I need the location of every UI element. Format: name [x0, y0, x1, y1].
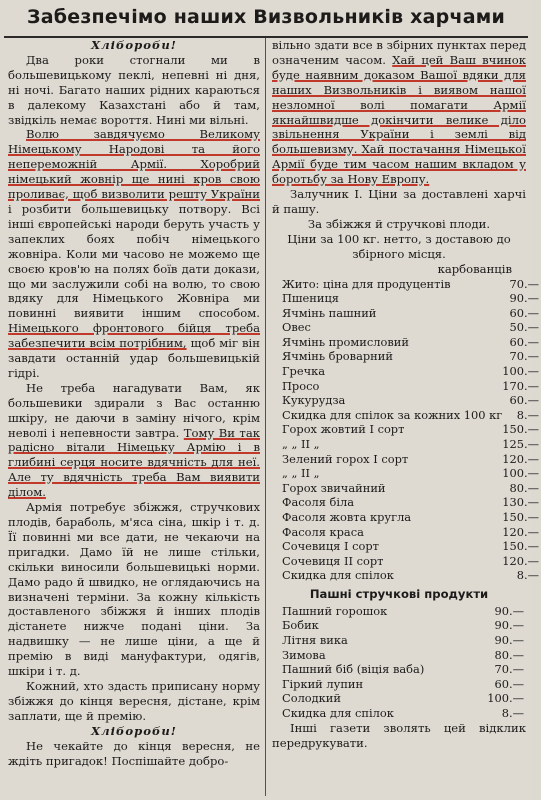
grain-item-price: 8.—	[516, 568, 539, 583]
paragraph-4: Армія потребує збіжжя, стручкових плодів, бараболь, м'яса сіна, шкір і т. д. Її повинні ми все дати, не чекаючи на пригадки. Дамо їй не лише стільки, скільки виносили большевицькі норми. Дамо радо й швидко, не оглядаючись на визначені терміни. За кожну кількість доставленого збіжжя й інших плодів дістанете нижче подані ціни. За надвишку — не лише ціни, а ще й премію в виді мануфактури, одягів, шкіри і т. д.	[8, 500, 260, 679]
grain-item-price: 120.—	[502, 524, 539, 539]
grain-item-price: 120.—	[502, 451, 539, 466]
grain-item-name	[272, 349, 502, 364]
grain-row	[272, 437, 541, 452]
grain-item-price: 100.—	[502, 364, 539, 379]
fodder-row	[272, 706, 526, 721]
grain-price-table	[272, 277, 541, 583]
grain-item-price: 60.—	[509, 334, 539, 349]
grain-item-name	[272, 495, 502, 510]
grain-row	[272, 320, 541, 335]
grain-item-label: Жито: ціна для продуцентів	[282, 276, 451, 291]
grain-item-name	[272, 525, 502, 540]
grain-row	[272, 379, 541, 394]
grain-row	[272, 495, 541, 510]
paragraph-2-text: і розбити большевицьку потвору. Всі інші європейські народи беруть участь у запеклих боях побіч німецького жовніра. Коли ми часово не можемо ще своєю кров'ю на полях боїв дати докази, що ми заслужили собі на волю, то свою вдяку для Німецького Жовніра ми повинні виявити іншим способом.	[8, 201, 260, 321]
fodder-item-price: 8.—	[501, 706, 524, 721]
grain-row	[272, 393, 541, 408]
grain-item-name	[272, 422, 502, 437]
grain-item-price: 60.—	[509, 393, 539, 408]
fodder-item-label: Бобик	[282, 618, 319, 633]
grain-item-price: 70.—	[509, 276, 539, 291]
fodder-item-price: 70.—	[494, 662, 524, 677]
grain-item-name	[272, 539, 502, 554]
fodder-section-title: Пашні стручкові продукти	[309, 586, 489, 601]
grain-item-price: 60.—	[509, 305, 539, 320]
grain-item-name	[272, 554, 502, 569]
grain-item-label: „ „ II „	[282, 437, 320, 452]
paragraph-6: Не чекайте до кінця вересня, не ждіть пригадок! Поспішайте добро-	[8, 738, 260, 768]
grain-item-label: Гречка	[282, 364, 326, 379]
fodder-row	[272, 633, 526, 648]
paragraph-5: Кожний, хто здасть приписану норму збіжжя до кінця вересня, дістане, крім заплати, ще й премію.	[8, 678, 260, 723]
fodder-item-label: Літня вика	[282, 633, 348, 648]
underlined-passage-3: Тому Ви так радісно вітали Німецьку Армію і в глибині серця носите вдячність для неї. Але ту вдячність треба Вам виявити ділом.	[8, 425, 260, 500]
grain-item-name	[272, 568, 502, 583]
grain-item-name	[272, 452, 502, 467]
grain-item-label: Сочевиця I сорт	[282, 539, 379, 554]
grain-item-label: Фасоля жовта кругла	[282, 510, 412, 524]
fodder-row	[272, 662, 526, 677]
grain-item-price: 130.—	[502, 495, 539, 510]
grain-item-price: 120.—	[502, 553, 539, 568]
grain-row	[272, 349, 541, 364]
grain-item-price: 150.—	[502, 510, 539, 524]
price-note: Ціни за 100 кг. нетто, з доставою до збірного місця.	[287, 231, 511, 261]
grain-item-name	[272, 393, 502, 408]
grain-row	[272, 525, 541, 540]
grain-item-label: „ „ II „	[282, 466, 320, 481]
grain-item-name	[272, 466, 502, 481]
fodder-item-label: Скидка для спілок	[282, 706, 394, 721]
fodder-item-name	[272, 604, 466, 619]
grain-item-name	[272, 306, 502, 321]
grain-item-name	[272, 277, 502, 292]
grain-row	[272, 291, 541, 306]
grain-row	[272, 422, 541, 437]
grain-item-price: 70.—	[509, 349, 539, 364]
fodder-row	[272, 604, 526, 619]
underlined-passage-4: Хай цей Ваш вчинок буде наявним доказом Вашої вдяки для наших Визвольників і виявом нашої незломної волі помагати Армії якнайшвидше докінчити велике діло звільнення України і землі від большевизму. Хай постачання Німецької Армії буде тим часом нашим вкладом у боротьбу за Нову Европу.	[272, 52, 527, 187]
paragraph-2	[8, 127, 260, 380]
grain-item-label: Ячмінь броварний	[282, 349, 393, 364]
fodder-item-name	[272, 706, 466, 721]
grain-item-label: Ячмінь промисловий	[282, 334, 409, 349]
grain-item-label: Зелений горох I сорт	[282, 451, 409, 466]
grain-item-name	[272, 320, 502, 335]
heading-farmers-2: Хлібороби!	[91, 723, 177, 738]
grain-row	[272, 510, 541, 525]
grain-item-name	[272, 291, 502, 306]
fodder-item-price: 80.—	[494, 647, 524, 662]
grain-item-name	[272, 335, 502, 350]
headline: Забезпечімо наших Визвольників харчами	[27, 6, 505, 28]
fodder-item-name	[272, 662, 466, 677]
grain-item-price: 8.—	[516, 407, 539, 422]
fodder-item-label: Солодкий	[282, 691, 341, 706]
grain-item-label: Фасоля краса	[282, 524, 364, 539]
grain-item-label: Скидка для спілок за кожних 100 кг	[282, 407, 503, 422]
right-paragraph-1	[272, 38, 526, 187]
fodder-item-price: 90.—	[494, 603, 524, 618]
grain-row	[272, 408, 541, 423]
grain-row	[272, 335, 541, 350]
fodder-row	[272, 691, 526, 706]
grain-row	[272, 364, 541, 379]
grain-item-name	[272, 437, 502, 452]
grain-item-label: Горох звичайний	[282, 480, 386, 495]
fodder-item-name	[272, 691, 466, 706]
grain-row	[272, 481, 541, 496]
grain-row	[272, 539, 541, 554]
grain-item-label: Ячмінь пашний	[282, 305, 377, 320]
paragraph-2-end: щоб міг він завдати останній удар большевицькій гідрі.	[8, 336, 260, 380]
grain-item-price: 100.—	[502, 466, 539, 481]
attachment-title: Залучник I. Ціни за доставлені харчі й пашу.	[272, 187, 526, 216]
grain-item-label: Пшениця	[282, 291, 339, 306]
footnote: Інші газети зволять цей відклик передрукувати.	[272, 720, 526, 750]
fodder-item-price: 90.—	[494, 618, 524, 633]
grain-item-label: Фасоля біла	[282, 495, 355, 510]
currency-label: карбованців	[437, 261, 512, 276]
fodder-row	[272, 677, 526, 692]
grain-section-title: За збіжжя й стручкові плоди.	[307, 216, 491, 231]
grain-item-name	[272, 408, 502, 423]
grain-item-price: 170.—	[502, 378, 539, 393]
right-paragraph-1-text: вільно здати все в збірних пунктах перед означеним часом.	[272, 38, 526, 67]
grain-item-price: 50.—	[509, 320, 539, 335]
fodder-item-label: Пашний біб (віція ваба)	[282, 662, 425, 677]
grain-item-name	[272, 510, 502, 525]
grain-item-label: Горох жовтий I сорт	[282, 422, 405, 437]
grain-item-price: 90.—	[509, 291, 539, 306]
fodder-item-name	[272, 633, 466, 648]
paragraph-3-text: Не треба нагадувати Вам, як большевики здирали з Вас останню шкіру, не даючи в заміну нічого, крім неволі і непевности завтра.	[8, 380, 260, 440]
grain-item-name	[272, 481, 502, 496]
fodder-item-price: 60.—	[494, 676, 524, 691]
heading-farmers: Хлібороби!	[91, 38, 177, 52]
grain-item-label: Скидка для спілок	[282, 568, 394, 583]
grain-item-price: 150.—	[502, 539, 539, 554]
grain-item-name	[272, 379, 502, 394]
fodder-item-label: Зимова	[282, 647, 326, 662]
fodder-item-label: Пашний горошок	[282, 603, 388, 618]
column-divider	[265, 38, 266, 796]
grain-item-price: 125.—	[502, 437, 539, 452]
grain-item-name	[272, 364, 502, 379]
fodder-item-label: Гіркий лупин	[282, 676, 364, 691]
grain-item-label: Просо	[282, 378, 320, 393]
fodder-item-price: 90.—	[494, 633, 524, 648]
paragraph-1: Два роки стогнали ми в большевицькому пеклі, непевні ні дня, ні ночі. Багато наших рідних караються в далекому Казахстані або й там, звідкіль немає вороття. Нині ми вільні.	[8, 52, 260, 127]
fodder-price-table	[272, 604, 526, 721]
grain-row	[272, 306, 541, 321]
fodder-item-name	[272, 677, 466, 692]
grain-item-label: Сочевиця II сорт	[282, 553, 384, 568]
grain-row	[272, 466, 541, 481]
grain-row	[272, 554, 541, 569]
grain-item-label: Овес	[282, 320, 311, 335]
fodder-row	[272, 618, 526, 633]
underlined-passage-1: Волю завдячуємо Великому Німецькому Народові та його непереможній Армії. Хоробрий німецький жовнір ще нині кров свою проливає, щоб визволити решту України	[8, 127, 260, 202]
grain-item-price: 80.—	[509, 480, 539, 495]
grain-item-price: 150.—	[502, 422, 539, 437]
grain-row	[272, 277, 541, 292]
fodder-row	[272, 648, 526, 663]
fodder-item-name	[272, 618, 466, 633]
underlined-passage-2: Німецького фронтового бійця треба забезпечити всім потрібним,	[8, 321, 260, 351]
grain-row	[272, 452, 541, 467]
grain-item-label: Кукурудза	[282, 393, 346, 408]
paragraph-3	[8, 381, 260, 500]
fodder-item-price: 100.—	[487, 691, 524, 706]
right-column	[272, 38, 539, 798]
fodder-item-name	[272, 648, 466, 663]
grain-row	[272, 568, 541, 583]
left-column	[8, 38, 260, 798]
